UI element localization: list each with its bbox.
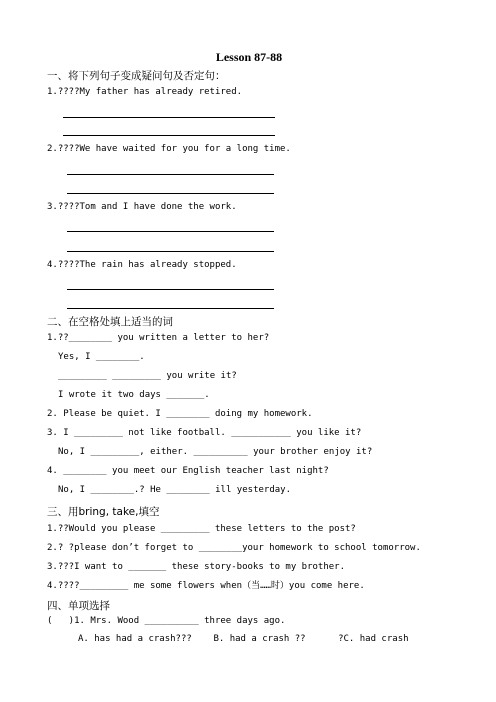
s2-line: _________ _________ you write it? [58,371,237,381]
answer-line[interactable] [67,174,274,175]
s2-line: Yes, I ________. [58,352,145,362]
s3-line: 3.???I want to _______ these story-books to my brother. [47,562,346,572]
answer-line[interactable] [63,135,275,136]
section2-heading: 二、在空格处填上适当的词 [47,316,173,328]
s4-question: ( )1. Mrs. Wood __________ three days ago. [47,616,286,626]
answer-line[interactable] [67,308,274,309]
s2-line: 4. ________ you meet our English teacher last night? [47,466,329,476]
answer-line[interactable] [67,193,274,194]
section3-heading: 三、用bring, take,填空 [47,506,160,518]
s1-item-1: 1.????My father has already retired. [47,87,243,97]
s2-line: 3. I _________ not like football. ___________ you like it? [47,428,362,438]
s3-line: 4.????_________ me some flowers when（当……时）you come here. [47,581,365,591]
section1-heading: 一、将下列句子变成疑问句及否定句： [47,70,226,82]
s3-line: 1.??Would you please _________ these letters to the post? [47,524,356,534]
s1-item-2: 2.????We have waited for you for a long time. [47,144,291,154]
s3-line: 2.? ?please don’t forget to ________your homework to school tomorrow. [47,543,421,553]
s2-line: 2. Please be quiet. I ________ doing my homework. [47,409,313,419]
s2-line: I wrote it two days _______. [58,390,210,400]
answer-line[interactable] [67,289,274,290]
answer-line[interactable] [67,251,274,252]
s1-item-4: 4.????The rain has already stopped. [47,260,237,270]
s2-line: 1.??________ you written a letter to her? [47,333,270,343]
answer-line[interactable] [63,117,275,118]
page-title: Lesson 87-88 [215,50,283,64]
s1-item-3: 3.????Tom and I have done the work. [47,202,237,212]
answer-line[interactable] [67,231,274,232]
s4-options: A. has had a crash??? B. had a crash ?? ?C. had crash [78,634,409,644]
section4-heading: 四、单项选择 [47,600,110,612]
s2-line: No, I ________.? He ________ ill yesterday. [58,485,291,495]
s2-line: No, I _________, either. __________ your brother enjoy it? [58,447,373,457]
